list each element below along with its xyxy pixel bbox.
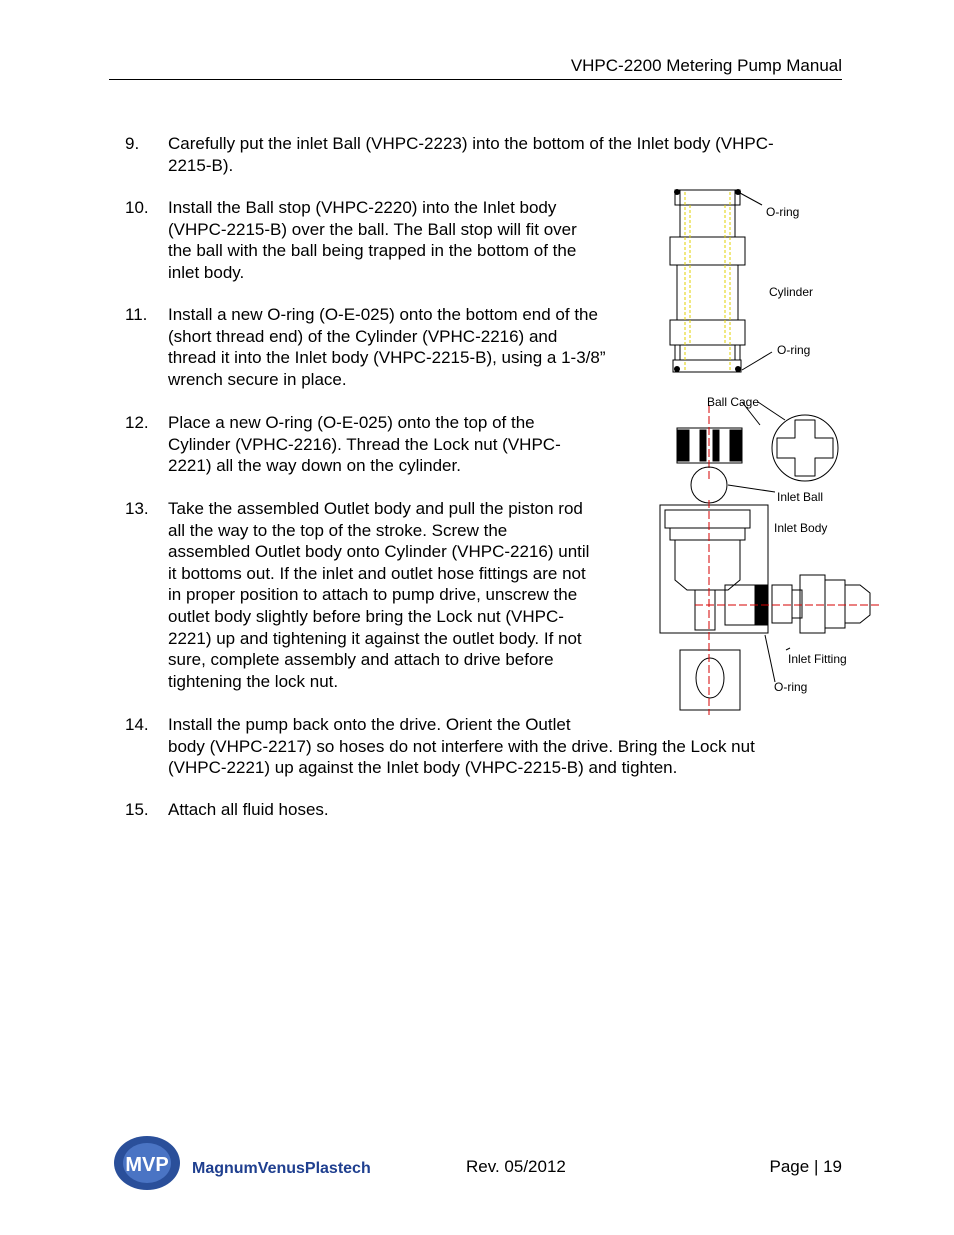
label-cylinder: Cylinder [769, 285, 814, 299]
step-line: Install the pump back onto the drive. Orient the Outlet [168, 715, 571, 734]
logo-text: MagnumVenusPlastech [192, 1160, 371, 1177]
step-line: tightening the lock nut. [168, 671, 339, 691]
mvp-logo [110, 1133, 395, 1193]
step-number: 11. [125, 305, 148, 324]
label-o-ring-mid: O-ring [777, 343, 811, 357]
step-text [168, 498, 589, 692]
step-text [168, 304, 606, 390]
step-text [168, 133, 774, 176]
step-line: all the way to the top of the stroke. Screw the [168, 520, 508, 540]
step-line: Carefully put the inlet Ball (VHPC-2223) into the bottom of the Inlet body (VHPC- [168, 134, 774, 153]
step-number: 12. [125, 413, 149, 432]
step-line: Take the assembled Outlet body and pull the piston rod [168, 499, 583, 518]
label-o-ring-top: O-ring [766, 205, 800, 219]
step-line: assembled Outlet body onto Cylinder (VHPC-2216) until [168, 542, 590, 562]
step-line: 2221) all the way down on the cylinder. [168, 456, 461, 476]
page-number: Page | 19 [769, 1157, 842, 1176]
diagram-svg [650, 180, 890, 720]
label-inlet-fitting: Inlet Fitting [788, 652, 847, 666]
step-line: in proper position to attach to pump drive, unscrew the [168, 585, 578, 605]
step-text [168, 714, 755, 779]
step-number: 15. [125, 800, 149, 819]
ball-cage-end-view [772, 415, 838, 481]
cylinder-part [670, 190, 745, 372]
step-line: Cylinder (VPHC-2216). Thread the Lock nut (VHPC- [168, 434, 561, 454]
step-text [168, 197, 577, 283]
step-line: Install the Ball stop (VHPC-2220) into the Inlet body [168, 198, 557, 217]
label-o-ring-bottom: O-ring [774, 680, 808, 694]
revision-text: Rev. 05/2012 [466, 1157, 566, 1176]
label-ball-cage: Ball Cage [707, 395, 760, 409]
inlet-fitting-part [772, 575, 870, 633]
document-title: VHPC-2200 Metering Pump Manual [570, 56, 842, 75]
label-inlet-body: Inlet Body [774, 521, 828, 535]
step-line: Place a new O-ring (O-E-025) onto the top of the [168, 413, 535, 432]
step-line: thread it into the Inlet body (VHPC-2215-B), using a 1-3/8” [168, 348, 606, 368]
step-line: wrench secure in place. [168, 369, 347, 389]
step-line: 2221) up and tightening it against the outlet body. If not [168, 628, 582, 648]
logo-mark: MVP [125, 1154, 169, 1176]
pump-assembly-diagram [650, 180, 890, 720]
inlet-body-part [660, 505, 768, 710]
step-line: inlet body. [168, 262, 245, 282]
step-line: it bottoms out. If the inlet and outlet hose fittings are not [168, 563, 586, 583]
step-line: Attach all fluid hoses. [168, 800, 329, 819]
step-line: outlet body slightly before bring the Lock nut (VHPC- [168, 606, 564, 626]
step-text [168, 412, 561, 477]
header-rule [109, 79, 842, 80]
step-line: (short thread end) of the Cylinder (VPHC-2216) and [168, 326, 558, 346]
label-inlet-ball: Inlet Ball [777, 490, 824, 504]
step-number: 13. [125, 499, 149, 518]
step-line: (VHPC-2221) up against the Inlet body (VHPC-2215-B) and tighten. [168, 758, 678, 778]
step-line: Install a new O-ring (O-E-025) onto the bottom end of the [168, 305, 598, 324]
step-number: 10. [125, 198, 149, 217]
step-line: the ball with the ball being trapped in the bottom of the [168, 241, 577, 261]
step-line: 2215-B). [168, 155, 234, 175]
step-line: (VHPC-2215-B) over the ball. The Ball stop will fit over [168, 219, 577, 239]
step-text [168, 799, 329, 821]
step-number: 14. [125, 715, 149, 734]
step-line: body (VHPC-2217) so hoses do not interfere with the drive. Bring the Lock nut [168, 736, 755, 756]
step-line: sure, complete assembly and attach to drive before [168, 650, 554, 670]
step-number: 9. [125, 134, 140, 153]
